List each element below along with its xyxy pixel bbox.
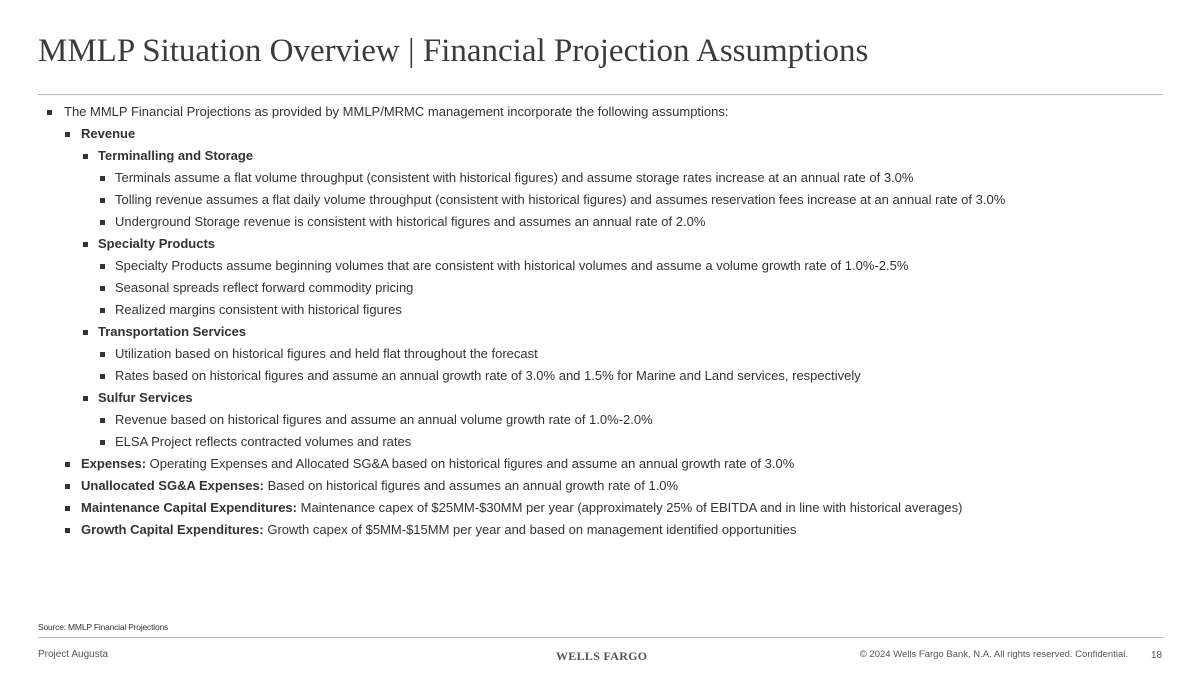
bullet-item <box>0 519 1200 541</box>
bullet-item <box>0 497 1200 519</box>
bullet-body: Based on historical figures and assumes an annual growth rate of 1.0% <box>264 478 679 493</box>
bullet-text <box>81 519 796 541</box>
bullet-text <box>115 409 653 431</box>
bullet-heading: Transportation Services <box>98 324 247 339</box>
footer-divider <box>38 637 1163 638</box>
bullet-item <box>0 431 1200 453</box>
bullet-item <box>0 211 1200 233</box>
square-bullet-icon <box>65 528 70 533</box>
bullet-heading: Unallocated SG&A Expenses: <box>81 478 265 493</box>
bullet-text <box>115 211 705 233</box>
bullet-heading: Maintenance Capital Expenditures: <box>81 500 297 515</box>
square-bullet-icon <box>65 484 70 489</box>
square-bullet-icon <box>100 440 105 445</box>
bullet-text <box>98 145 253 167</box>
bullet-item <box>0 387 1200 409</box>
bullet-body: Maintenance capex of $25MM-$30MM per year (approximately 25% of EBITDA and in line with historical averages) <box>297 500 963 515</box>
bullet-item <box>0 365 1200 387</box>
bullet-text <box>115 365 861 387</box>
bullet-item <box>0 101 1200 123</box>
bullet-item <box>0 167 1200 189</box>
bullet-item <box>0 299 1200 321</box>
bullet-heading: Specialty Products <box>98 236 216 251</box>
square-bullet-icon <box>100 308 105 313</box>
bullet-text <box>115 189 1005 211</box>
bullet-body: Operating Expenses and Allocated SG&A based on historical figures and assume an annual growth rate of 3.0% <box>146 456 795 471</box>
bullet-item <box>0 475 1200 497</box>
bullet-text <box>81 475 678 497</box>
square-bullet-icon <box>83 396 88 401</box>
bullet-text <box>115 277 413 299</box>
bullet-body: Terminals assume a flat volume throughput (consistent with historical figures) and assume storage rates increase at an annual rate of 3.0% <box>115 170 914 185</box>
bullet-body: Revenue based on historical figures and assume an annual volume growth rate of 1.0%-2.0% <box>115 412 653 427</box>
bullet-item <box>0 409 1200 431</box>
bullet-text <box>98 233 215 255</box>
bullet-heading: Expenses: <box>81 456 147 471</box>
square-bullet-icon <box>100 418 105 423</box>
bullet-item <box>0 233 1200 255</box>
bullet-text <box>81 453 794 475</box>
bullet-heading: Terminalling and Storage <box>98 148 254 163</box>
bullet-body: Rates based on historical figures and assume an annual growth rate of 3.0% and 1.5% for Marine and Land services, respectively <box>115 368 861 383</box>
bullet-text <box>115 431 411 453</box>
bullet-body: Seasonal spreads reflect forward commodity pricing <box>115 280 414 295</box>
source-note: Source: MMLP Financial Projections <box>38 622 169 632</box>
bullet-body: Realized margins consistent with historical figures <box>115 302 402 317</box>
square-bullet-icon <box>100 176 105 181</box>
bullet-item <box>0 453 1200 475</box>
square-bullet-icon <box>100 220 105 225</box>
bullet-text <box>81 123 135 145</box>
bullet-body: Specialty Products assume beginning volumes that are consistent with historical volumes and assume a volume growth rate of 1.0%-2.5% <box>115 258 909 273</box>
square-bullet-icon <box>100 198 105 203</box>
page-number: 18 <box>1151 650 1163 661</box>
bullet-item <box>0 123 1200 145</box>
square-bullet-icon <box>100 352 105 357</box>
bullet-text <box>64 101 729 123</box>
bullet-item <box>0 255 1200 277</box>
bullet-body: Tolling revenue assumes a flat daily volume throughput (consistent with historical figures) and assumes reservation fees increase at an annual rate of 3.0% <box>115 192 1006 207</box>
square-bullet-icon <box>100 374 105 379</box>
square-bullet-icon <box>100 286 105 291</box>
bullet-text <box>98 387 193 409</box>
bullet-body: The MMLP Financial Projections as provided by MMLP/MRMC management incorporate the following assumptions: <box>64 104 729 119</box>
bullet-body: ELSA Project reflects contracted volumes and rates <box>115 434 412 449</box>
bullet-text <box>115 299 402 321</box>
square-bullet-icon <box>65 506 70 511</box>
square-bullet-icon <box>83 330 88 335</box>
bullet-heading: Growth Capital Expenditures: <box>81 522 264 537</box>
bullet-body: Growth capex of $5MM-$15MM per year and based on management identified opportunities <box>263 522 797 537</box>
square-bullet-icon <box>65 462 70 467</box>
bullet-text <box>115 343 538 365</box>
bullet-item <box>0 277 1200 299</box>
square-bullet-icon <box>83 242 88 247</box>
square-bullet-icon <box>47 110 52 115</box>
page-title: MMLP Situation Overview | Financial Projection Assumptions <box>38 33 869 69</box>
bullet-item <box>0 321 1200 343</box>
bullet-item <box>0 343 1200 365</box>
bullet-text <box>115 167 913 189</box>
project-name: Project Augusta <box>38 649 109 660</box>
bullet-heading: Revenue <box>81 126 136 141</box>
bullet-text <box>81 497 962 519</box>
bullet-text <box>98 321 246 343</box>
bullet-body: Utilization based on historical figures and held flat throughout the forecast <box>115 346 538 361</box>
title-divider <box>38 94 1163 95</box>
square-bullet-icon <box>100 264 105 269</box>
square-bullet-icon <box>65 132 70 137</box>
bullet-item <box>0 189 1200 211</box>
bullet-text <box>115 255 908 277</box>
wells-fargo-logo: WELLS FARGO <box>556 649 648 663</box>
bullet-body: Underground Storage revenue is consistent with historical figures and assumes an annual rate of 2.0% <box>115 214 706 229</box>
assumptions-list <box>0 101 1200 541</box>
copyright-notice: © 2024 Wells Fargo Bank, N.A. All rights reserved. Confidential. <box>859 649 1128 660</box>
square-bullet-icon <box>83 154 88 159</box>
bullet-heading: Sulfur Services <box>98 390 193 405</box>
bullet-item <box>0 145 1200 167</box>
